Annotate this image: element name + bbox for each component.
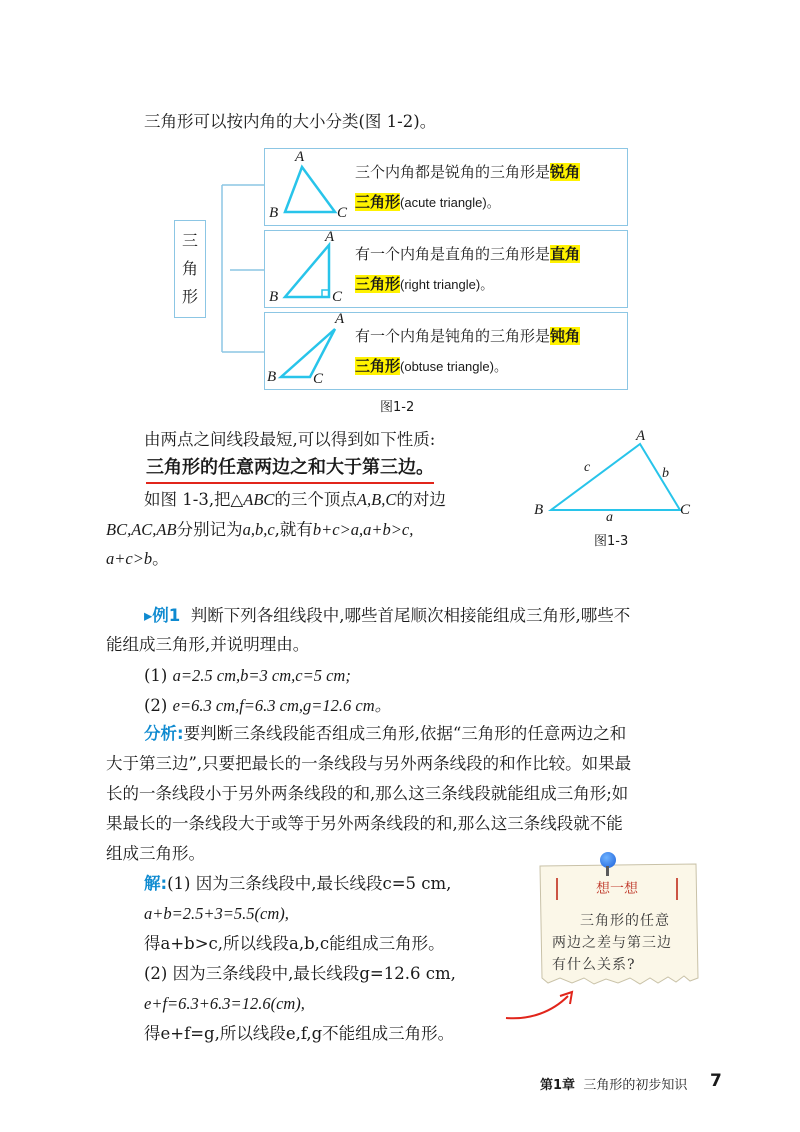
obtuse-english: (obtuse triangle)。 [400, 359, 507, 374]
item-number: (2) [144, 696, 168, 715]
acute-english: (acute triangle)。 [400, 195, 500, 210]
example-question-line1 [144, 604, 630, 628]
intro-text: 三角形可以按内角的大小分类(图 1-2)。 [144, 112, 437, 131]
example-item-1 [144, 664, 351, 688]
example-marker: ▸例1 [144, 606, 181, 625]
chapter-number: 第1章 [540, 1078, 576, 1093]
vertex-label: C [680, 502, 691, 518]
acute-desc: 三个内角都是锐角的三角形是 [355, 163, 551, 181]
right-term: 三角形 [355, 275, 401, 293]
para13-line3 [106, 547, 169, 571]
solution-line5: e+f=6.3+6.3=12.6(cm), [144, 994, 305, 1013]
note-body [552, 910, 692, 976]
note-line: 有什么关系? [552, 957, 636, 973]
example-question-line2: 能组成三角形,并说明理由。 [106, 635, 310, 654]
obtuse-box [264, 312, 628, 390]
pin-needle-icon [606, 866, 609, 876]
side-label: c [584, 460, 591, 475]
analysis-line1 [144, 722, 626, 746]
fig13-triangle [540, 430, 700, 530]
analysis-label: 分析: [144, 724, 184, 743]
vertex-label: C [313, 371, 324, 387]
solution-line4: (2) 因为三条线段中,最长线段g=12.6 cm, [144, 964, 456, 983]
item-number: (1) [144, 666, 168, 685]
text: 。 [152, 549, 169, 568]
vertex-label: A [335, 311, 345, 327]
side-label: b [662, 466, 669, 481]
text: (1) 因为三条线段中,最长线段c=5 cm, [167, 874, 452, 893]
solution-line2: a+b=2.5+3=5.5(cm), [144, 904, 289, 923]
vertex-label: A [325, 229, 335, 245]
note-line: 两边之差与第三边 [552, 935, 672, 951]
math: a+c>b [106, 549, 153, 568]
text: 判断下列各组线段中,哪些首尾顺次相接能组成三角形,哪些不 [190, 606, 631, 625]
math: ABC [243, 490, 275, 509]
fig12-root-box [174, 220, 206, 318]
math: a=2.5 cm,b=3 cm,c=5 cm; [172, 666, 351, 685]
analysis-line2: 大于第三边”,只要把最长的一条线段与另外两条线段的和作比较。如果最 [106, 754, 632, 773]
analysis-line4: 果最长的一条线段大于或等于另外两条线段的和,那么这三条线段就不能 [106, 814, 623, 833]
solution-line6: 得e+f=g,所以线段e,f,g不能组成三角形。 [144, 1024, 455, 1043]
math: A,B,C [356, 490, 397, 509]
text: ,就有 [274, 520, 313, 539]
example-item-2 [144, 694, 391, 718]
analysis-line3: 长的一条线段小于另外两条线段的和,那么这三条线段就能组成三角形;如 [106, 784, 629, 803]
fig13-caption: 图1-3 [594, 534, 629, 549]
solution-line1 [144, 872, 451, 896]
vertex-label: A [295, 149, 305, 165]
side-label: a [606, 510, 613, 525]
vertex-label: A [636, 428, 646, 444]
vertex-label: C [337, 205, 348, 221]
math: e=6.3 cm,f=6.3 cm,g=12.6 cm。 [172, 696, 392, 715]
text: 分别记为 [176, 520, 243, 539]
footer-chapter [540, 1074, 687, 1093]
triangle-inequality-property: 三角形的任意两边之和大于第三边。 [146, 455, 434, 484]
right-desc: 有一个内角是直角的三角形是 [355, 245, 551, 263]
page-number: 7 [710, 1071, 722, 1091]
math: b+c>a,a+b>c, [312, 520, 414, 539]
solution-line3: 得a+b>c,所以线段a,b,c能组成三角形。 [144, 934, 445, 953]
right-box [264, 230, 628, 308]
obtuse-desc: 有一个内角是钝角的三角形是 [355, 327, 551, 345]
math: a,b,c [242, 520, 275, 539]
analysis-line5: 组成三角形。 [106, 844, 205, 863]
acute-term: 三角形 [355, 193, 401, 211]
vertex-label: C [332, 289, 343, 305]
note-line: 三角形的任意 [580, 913, 670, 929]
vertex-label: B [269, 289, 279, 305]
right-english: (right triangle)。 [400, 277, 494, 292]
root-char: 角 [181, 259, 198, 278]
text: 如图 1-3,把△ [144, 490, 244, 509]
text: 的对边 [396, 490, 446, 509]
note-title: 想一想 [556, 878, 678, 900]
obtuse-term: 钝角 [550, 327, 581, 345]
text: 的三个顶点 [274, 490, 357, 509]
property-intro: 由两点之间线段最短,可以得到如下性质: [144, 430, 436, 449]
obtuse-term: 三角形 [355, 357, 401, 375]
acute-term: 锐角 [550, 163, 581, 181]
root-char: 形 [181, 287, 198, 306]
acute-box [264, 148, 628, 226]
right-term: 直角 [550, 245, 581, 263]
root-char: 三 [181, 231, 198, 250]
chapter-title: 三角形的初步知识 [583, 1078, 688, 1093]
vertex-label: B [267, 369, 277, 385]
para13-line1 [144, 488, 446, 512]
solution-label: 解: [144, 874, 168, 893]
fig12-caption: 图1-2 [380, 400, 415, 415]
vertex-label: B [534, 502, 544, 518]
para13-line2 [106, 518, 413, 542]
vertex-label: B [269, 205, 279, 221]
math: BC,AC,AB [106, 520, 177, 539]
text: 要判断三条线段能否组成三角形,依据“三角形的任意两边之和 [183, 724, 627, 743]
